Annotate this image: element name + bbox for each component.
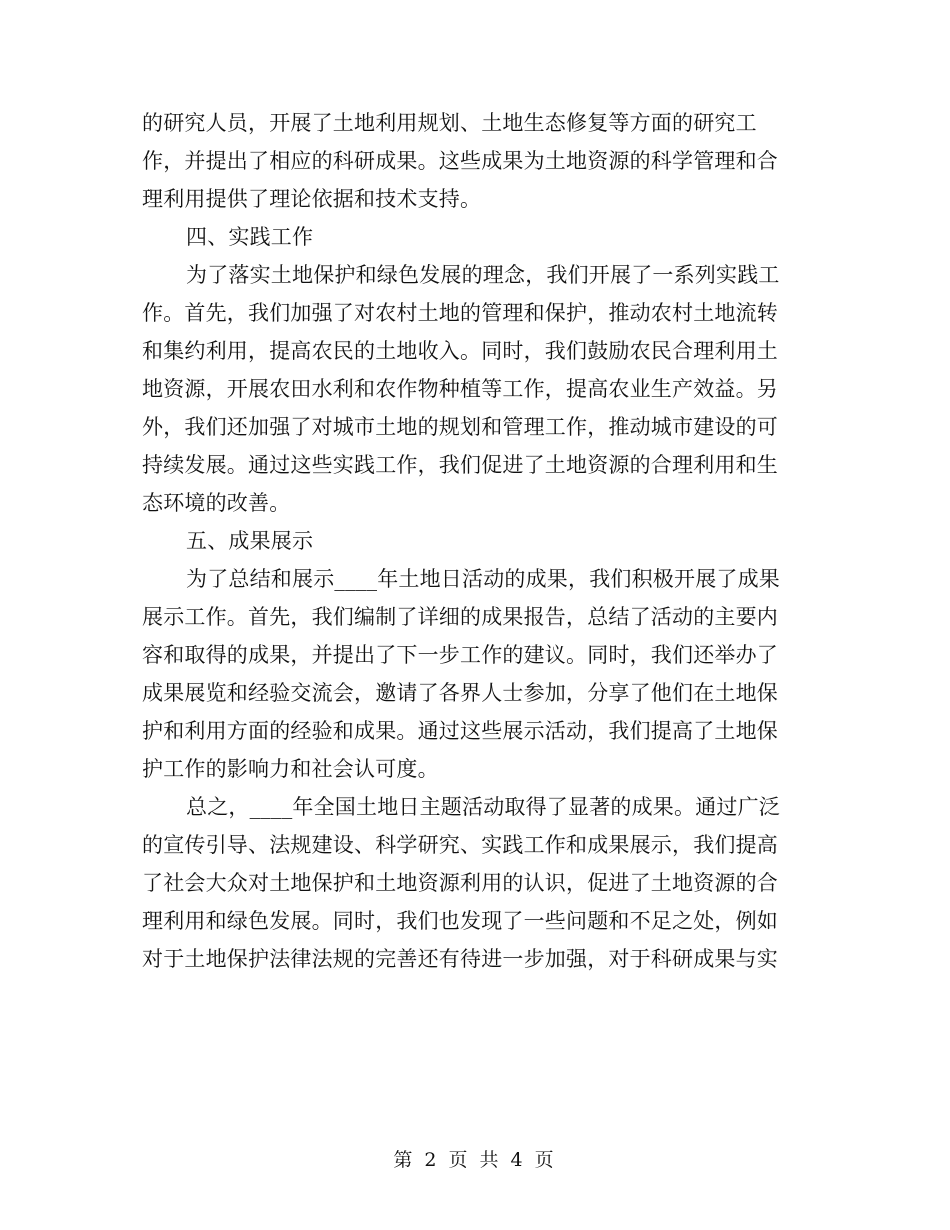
paragraph-line: 作。首先，我们加强了对农村土地的管理和保护，推动农村土地流转 [142, 301, 778, 325]
paragraph-line: 容和取得的成果，并提出了下一步工作的建议。同时，我们还举办了 [142, 643, 778, 667]
paragraph-line: 对于土地保护法律法规的完善还有待进一步加强，对于科研成果与实 [142, 947, 778, 971]
paragraph-line: 和集约利用，提高农民的土地收入。同时，我们鼓励农民合理利用土 [142, 339, 778, 363]
paragraph-line: 外，我们还加强了对城市土地的规划和管理工作，推动城市建设的可 [142, 415, 778, 439]
paragraph-line: 理利用提供了理论依据和技术支持。 [142, 187, 482, 211]
paragraph-line: 为了总结和展示____年土地日活动的成果，我们积极开展了成果 [186, 567, 780, 591]
document-body [142, 104, 806, 978]
section-heading-results: 五、成果展示 [186, 529, 314, 553]
paragraph-line: 展示工作。首先，我们编制了详细的成果报告，总结了活动的主要内 [142, 605, 778, 629]
paragraph-line: 护和利用方面的经验和成果。通过这些展示活动，我们提高了土地保 [142, 719, 778, 743]
paragraph-line: 持续发展。通过这些实践工作，我们促进了土地资源的合理利用和生 [142, 453, 778, 477]
section-heading-practice: 四、实践工作 [186, 225, 314, 249]
paragraph-line: 护工作的影响力和社会认可度。 [142, 757, 439, 781]
paragraph-line: 作，并提出了相应的科研成果。这些成果为土地资源的科学管理和合 [142, 149, 778, 173]
paragraph-line: 了社会大众对土地保护和土地资源利用的认识，促进了土地资源的合 [142, 871, 778, 895]
paragraph-line: 为了落实土地保护和绿色发展的理念，我们开展了一系列实践工 [186, 263, 780, 287]
paragraph-line: 理利用和绿色发展。同时，我们也发现了一些问题和不足之处，例如 [142, 909, 778, 933]
paragraph-line: 总之，____年全国土地日主题活动取得了显著的成果。通过广泛 [186, 795, 780, 819]
paragraph-line: 的研究人员，开展了土地利用规划、土地生态修复等方面的研究工 [142, 111, 757, 135]
paragraph-line: 的宣传引导、法规建设、科学研究、实践工作和成果展示，我们提高 [142, 833, 778, 857]
paragraph-line: 成果展览和经验交流会，邀请了各界人士参加，分享了他们在土地保 [142, 681, 778, 705]
page-number-footer: 第 2 页 共 4 页 [393, 1149, 557, 1171]
paragraph-line: 地资源，开展农田水利和农作物种植等工作，提高农业生产效益。另 [142, 377, 778, 401]
paragraph-line: 态环境的改善。 [142, 491, 291, 515]
